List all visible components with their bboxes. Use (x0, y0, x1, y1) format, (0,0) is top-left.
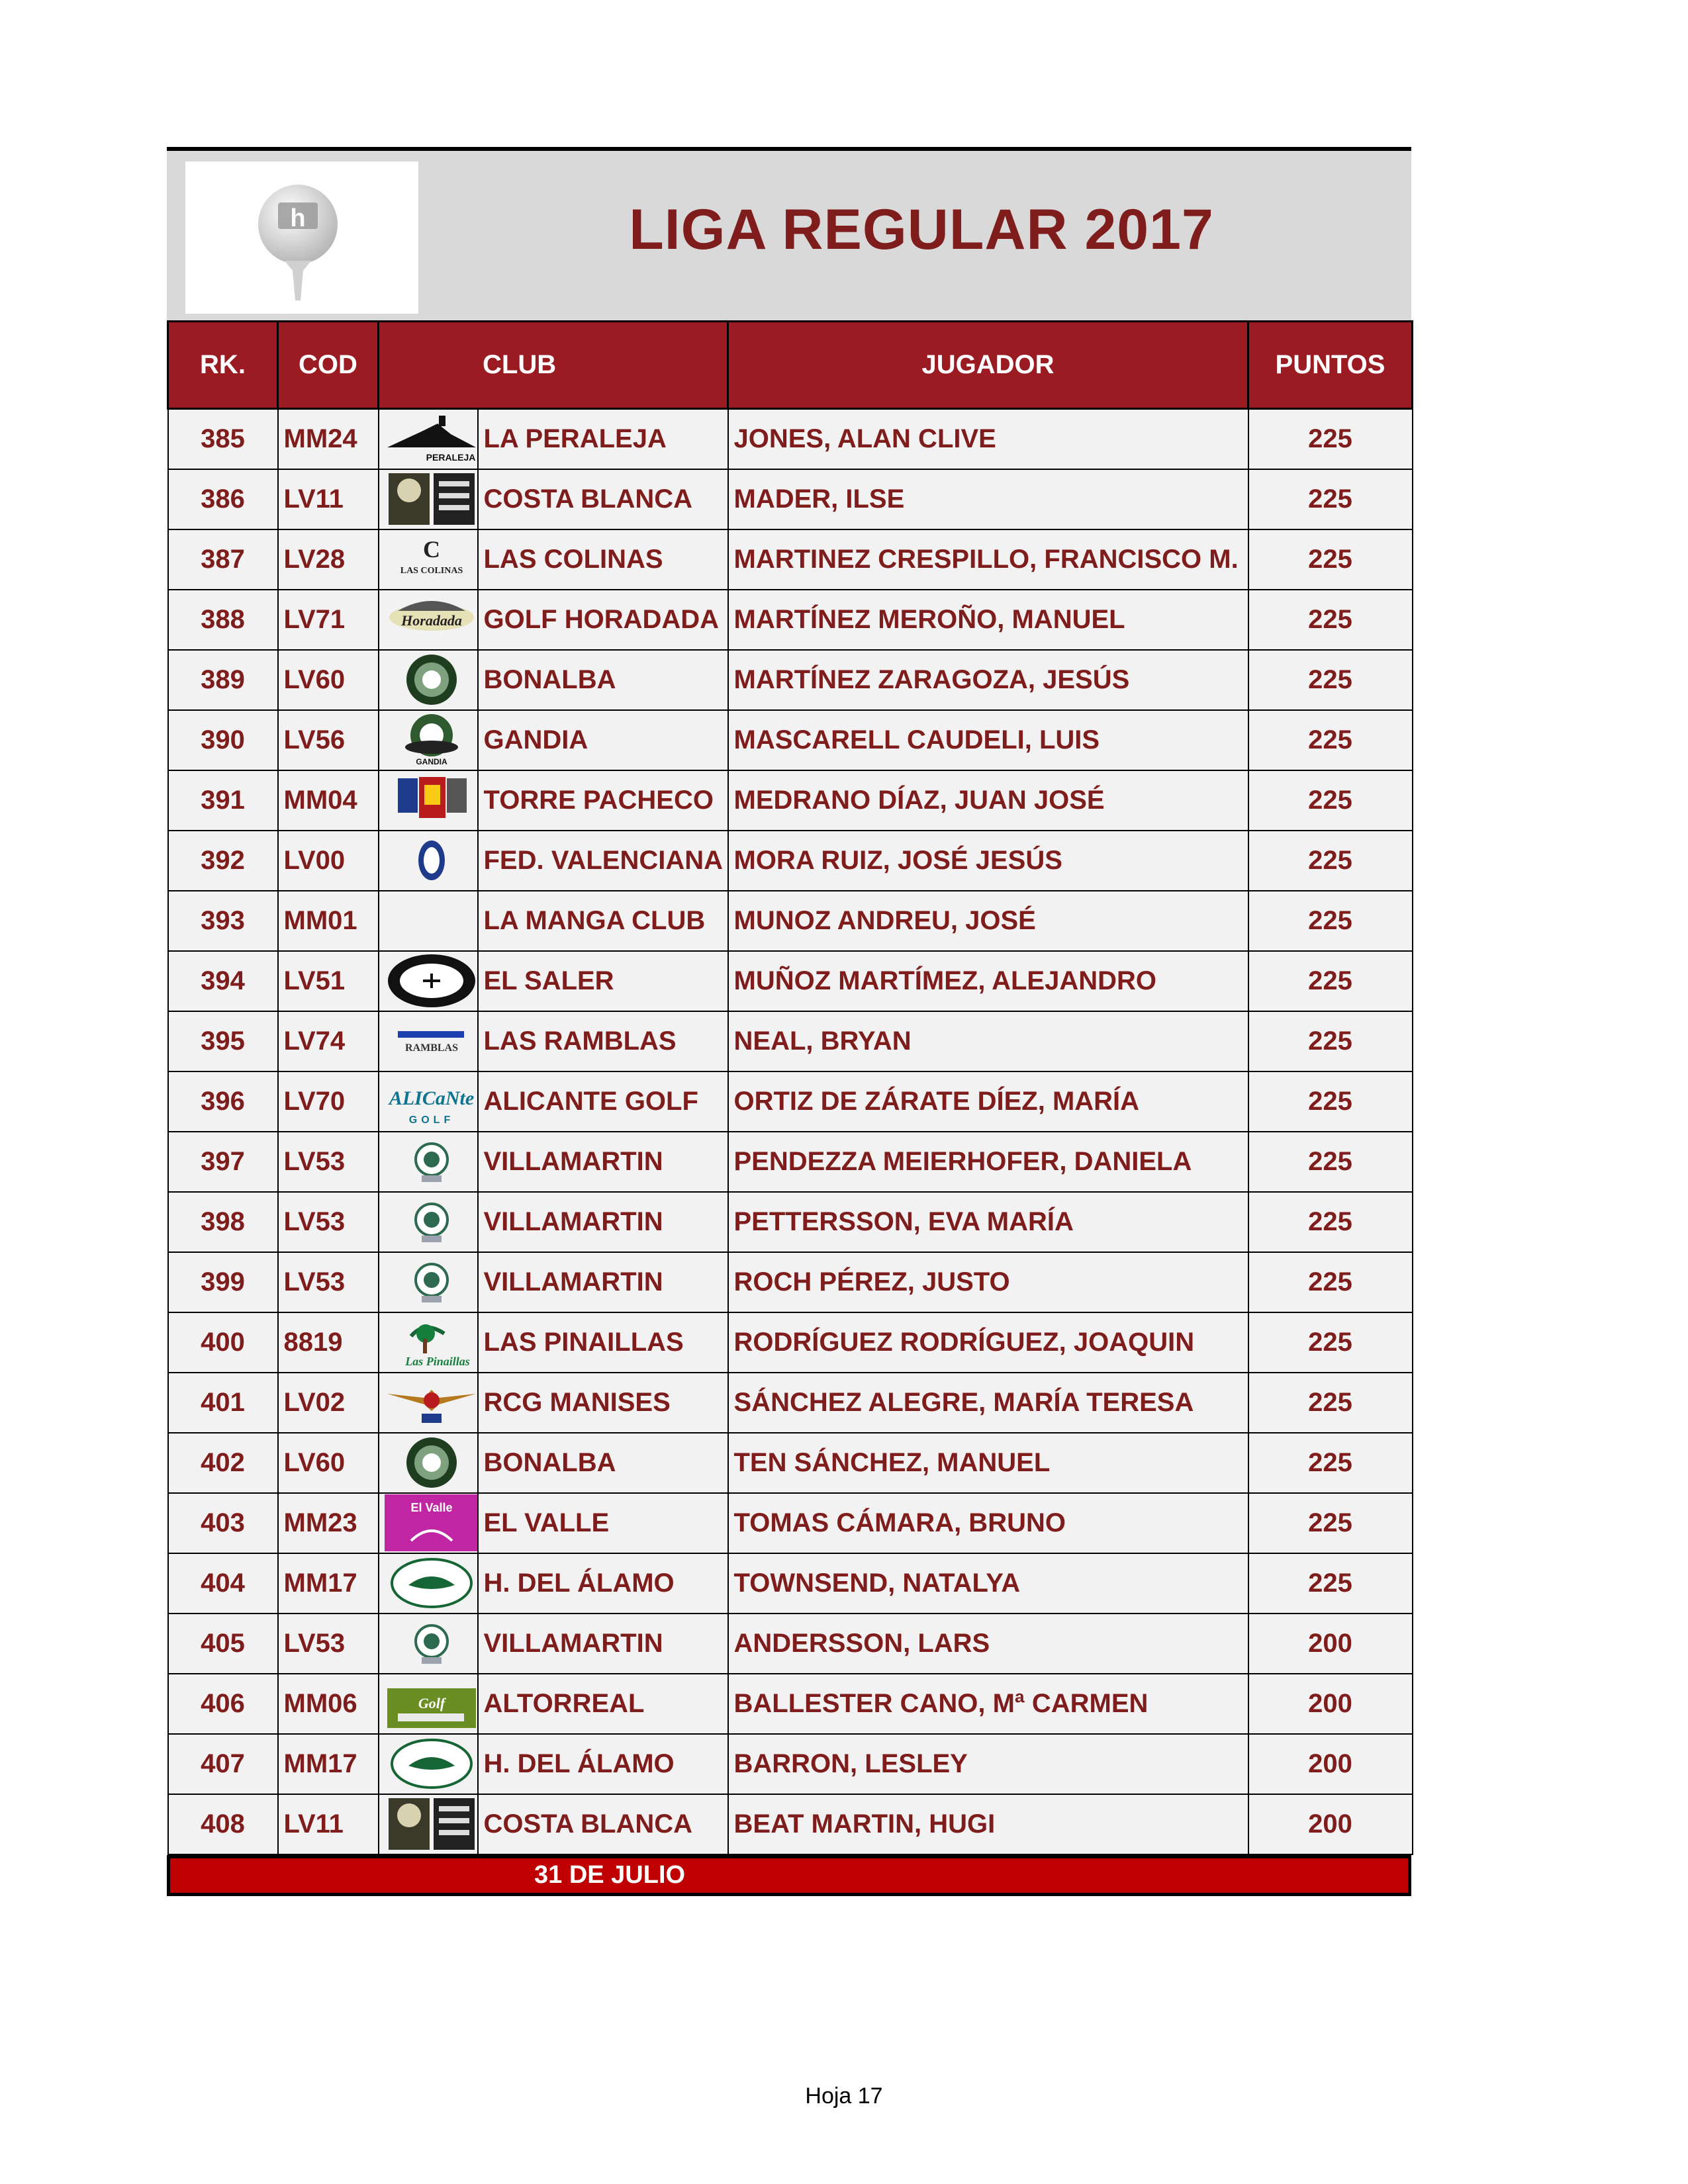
manises-logo-icon (385, 1374, 478, 1431)
club-cell: BONALBA (478, 650, 728, 710)
blank-logo (385, 892, 478, 949)
golf-ball-logo-icon (185, 161, 418, 314)
rank-cell: 388 (168, 590, 278, 650)
code-cell: LV02 (278, 1373, 379, 1433)
club-logo-cell (379, 1071, 478, 1132)
club-cell: RCG MANISES (478, 1373, 728, 1433)
las-ramblas-logo-icon (385, 1013, 478, 1069)
svg-text:RAMBLAS: RAMBLAS (404, 1042, 458, 1054)
club-cell: H. DEL ÁLAMO (478, 1553, 728, 1614)
table-row (168, 770, 1413, 831)
club-cell: TORRE PACHECO (478, 770, 728, 831)
horadada-logo-icon (385, 591, 478, 648)
hacienda-alamo-logo-icon (385, 1555, 478, 1612)
player-cell: JONES, ALAN CLIVE (728, 409, 1248, 469)
club-cell: EL VALLE (478, 1493, 728, 1553)
club-cell: VILLAMARTIN (478, 1132, 728, 1192)
rank-cell: 399 (168, 1252, 278, 1312)
table-row (168, 1071, 1413, 1132)
club-logo-cell (379, 1553, 478, 1614)
club-logo-cell (379, 1674, 478, 1734)
table-row (168, 891, 1413, 951)
table-row (168, 1192, 1413, 1252)
points-cell: 225 (1248, 1011, 1413, 1071)
rank-cell: 407 (168, 1734, 278, 1794)
points-cell: 225 (1248, 1252, 1413, 1312)
points-cell: 225 (1248, 891, 1413, 951)
villamartin-logo-icon (385, 1193, 478, 1250)
svg-text:h: h (290, 205, 306, 232)
altorreal-logo-icon (385, 1675, 478, 1732)
club-logo-cell (379, 1493, 478, 1553)
footer-date-bar (167, 1855, 1411, 1896)
table-row (168, 1493, 1413, 1553)
club-logo-cell (379, 831, 478, 891)
player-cell: TOMAS CÁMARA, BRUNO (728, 1493, 1248, 1553)
bonalba-logo-icon (385, 1434, 478, 1491)
svg-text:El Valle: El Valle (410, 1501, 453, 1514)
code-cell: MM24 (278, 409, 379, 469)
club-logo-cell (379, 1192, 478, 1252)
svg-text:GOLF: GOLF (408, 1115, 454, 1126)
table-row (168, 1252, 1413, 1312)
club-logo-cell (379, 469, 478, 529)
player-cell: MASCARELL CAUDELI, LUIS (728, 710, 1248, 770)
fed-valenciana-logo-icon (385, 832, 478, 889)
club-cell: LAS RAMBLAS (478, 1011, 728, 1071)
el-saler-logo-icon (385, 952, 478, 1009)
player-cell: NEAL, BRYAN (728, 1011, 1248, 1071)
player-cell: SÁNCHEZ ALEGRE, MARÍA TERESA (728, 1373, 1248, 1433)
points-cell: 225 (1248, 1373, 1413, 1433)
standings-sheet (167, 147, 1411, 1896)
table-row (168, 650, 1413, 710)
code-cell: LV53 (278, 1132, 379, 1192)
code-cell: LV11 (278, 1794, 379, 1854)
player-cell: ANDERSSON, LARS (728, 1614, 1248, 1674)
player-cell: TOWNSEND, NATALYA (728, 1553, 1248, 1614)
table-row (168, 1433, 1413, 1493)
las-pinaillas-logo-icon (385, 1314, 478, 1371)
svg-text:Horadada: Horadada (400, 612, 462, 629)
svg-text:ALICaNte: ALICaNte (389, 1087, 474, 1109)
rank-cell: 397 (168, 1132, 278, 1192)
player-cell: ORTIZ DE ZÁRATE DÍEZ, MARÍA (728, 1071, 1248, 1132)
points-cell: 225 (1248, 529, 1413, 590)
club-cell: ALICANTE GOLF (478, 1071, 728, 1132)
club-logo-cell (379, 409, 478, 469)
rank-cell: 387 (168, 529, 278, 590)
club-logo-cell (379, 1734, 478, 1794)
code-cell: LV00 (278, 831, 379, 891)
rank-cell: 391 (168, 770, 278, 831)
points-cell: 225 (1248, 409, 1413, 469)
table-row (168, 1614, 1413, 1674)
code-cell: MM01 (278, 891, 379, 951)
points-cell: 225 (1248, 770, 1413, 831)
code-cell: LV51 (278, 951, 379, 1011)
table-row (168, 1373, 1413, 1433)
gandia-logo-icon (385, 711, 478, 768)
code-cell: MM06 (278, 1674, 379, 1734)
club-cell: BONALBA (478, 1433, 728, 1493)
table-row (168, 590, 1413, 650)
player-cell: MARTÍNEZ ZARAGOZA, JESÚS (728, 650, 1248, 710)
club-logo-cell (379, 951, 478, 1011)
points-cell: 225 (1248, 1312, 1413, 1373)
points-cell: 225 (1248, 1132, 1413, 1192)
table-row (168, 831, 1413, 891)
code-cell: LV60 (278, 1433, 379, 1493)
column-header-rk: RK. (168, 322, 278, 409)
svg-text:LAS COLINAS: LAS COLINAS (400, 566, 463, 576)
rank-cell: 398 (168, 1192, 278, 1252)
club-cell: VILLAMARTIN (478, 1614, 728, 1674)
table-body (168, 409, 1413, 1854)
column-header-club: CLUB (379, 322, 728, 409)
club-cell: EL SALER (478, 951, 728, 1011)
svg-text:Las Pinaillas: Las Pinaillas (404, 1355, 470, 1368)
header-band (167, 147, 1411, 320)
rank-cell: 385 (168, 409, 278, 469)
rank-cell: 401 (168, 1373, 278, 1433)
club-logo-cell (379, 1614, 478, 1674)
player-cell: BEAT MARTIN, HUGI (728, 1794, 1248, 1854)
club-cell: GOLF HORADADA (478, 590, 728, 650)
svg-text:C: C (422, 536, 440, 563)
code-cell: LV56 (278, 710, 379, 770)
bonalba-logo-icon (385, 651, 478, 708)
player-cell: BARRON, LESLEY (728, 1734, 1248, 1794)
points-cell: 225 (1248, 1433, 1413, 1493)
page-title: LIGA REGULAR 2017 (629, 198, 1214, 261)
points-cell: 225 (1248, 650, 1413, 710)
villamartin-logo-icon (385, 1615, 478, 1672)
table-row (168, 1553, 1413, 1614)
code-cell: LV60 (278, 650, 379, 710)
points-cell: 200 (1248, 1794, 1413, 1854)
club-cell: LA PERALEJA (478, 409, 728, 469)
footer-date: 31 DE JULIO (534, 1860, 686, 1889)
club-cell: VILLAMARTIN (478, 1252, 728, 1312)
code-cell: LV74 (278, 1011, 379, 1071)
points-cell: 200 (1248, 1734, 1413, 1794)
club-logo-cell (379, 529, 478, 590)
player-cell: BALLESTER CANO, Mª CARMEN (728, 1674, 1248, 1734)
svg-text:PERALEJA: PERALEJA (426, 452, 475, 463)
player-cell: MEDRANO DÍAZ, JUAN JOSÉ (728, 770, 1248, 831)
table-row (168, 529, 1413, 590)
table-row (168, 1011, 1413, 1071)
code-cell: MM17 (278, 1553, 379, 1614)
rank-cell: 395 (168, 1011, 278, 1071)
table-row (168, 710, 1413, 770)
club-logo-cell (379, 1373, 478, 1433)
points-cell: 225 (1248, 1192, 1413, 1252)
table-row (168, 1794, 1413, 1854)
costa-blanca-logo-icon (385, 1796, 478, 1852)
club-logo-cell (379, 770, 478, 831)
club-cell: ALTORREAL (478, 1674, 728, 1734)
club-logo-cell (379, 650, 478, 710)
points-cell: 200 (1248, 1674, 1413, 1734)
code-cell: LV11 (278, 469, 379, 529)
rank-cell: 394 (168, 951, 278, 1011)
player-cell: MUNOZ ANDREU, JOSÉ (728, 891, 1248, 951)
code-cell: 8819 (278, 1312, 379, 1373)
player-cell: RODRÍGUEZ RODRÍGUEZ, JOAQUIN (728, 1312, 1248, 1373)
table-row (168, 951, 1413, 1011)
code-cell: LV53 (278, 1192, 379, 1252)
table-row (168, 1132, 1413, 1192)
player-cell: MARTÍNEZ MEROÑO, MANUEL (728, 590, 1248, 650)
table-row (168, 1312, 1413, 1373)
points-cell: 225 (1248, 1071, 1413, 1132)
points-cell: 225 (1248, 831, 1413, 891)
code-cell: MM23 (278, 1493, 379, 1553)
club-logo-cell (379, 1132, 478, 1192)
points-cell: 225 (1248, 469, 1413, 529)
peraleja-logo-icon (385, 410, 478, 467)
club-logo-cell (379, 1433, 478, 1493)
rank-cell: 392 (168, 831, 278, 891)
standings-table (167, 320, 1413, 1855)
code-cell: LV53 (278, 1614, 379, 1674)
points-cell: 225 (1248, 1493, 1413, 1553)
villamartin-logo-icon (385, 1253, 478, 1310)
club-logo-cell (379, 1011, 478, 1071)
points-cell: 225 (1248, 951, 1413, 1011)
club-cell: LA MANGA CLUB (478, 891, 728, 951)
svg-text:GANDIA: GANDIA (415, 757, 447, 766)
club-cell: COSTA BLANCA (478, 1794, 728, 1854)
player-cell: MUÑOZ MARTÍMEZ, ALEJANDRO (728, 951, 1248, 1011)
rank-cell: 403 (168, 1493, 278, 1553)
rank-cell: 386 (168, 469, 278, 529)
club-cell: VILLAMARTIN (478, 1192, 728, 1252)
player-cell: ROCH PÉREZ, JUSTO (728, 1252, 1248, 1312)
rank-cell: 389 (168, 650, 278, 710)
column-header-cod: COD (278, 322, 379, 409)
code-cell: MM17 (278, 1734, 379, 1794)
player-cell: MORA RUIZ, JOSÉ JESÚS (728, 831, 1248, 891)
column-header-jugador: JUGADOR (728, 322, 1248, 409)
club-logo-cell (379, 710, 478, 770)
alicante-golf-logo-icon (385, 1073, 478, 1130)
svg-text:Golf: Golf (418, 1695, 445, 1711)
rank-cell: 393 (168, 891, 278, 951)
costa-blanca-logo-icon (385, 471, 478, 527)
table-row (168, 409, 1413, 469)
club-logo-cell (379, 891, 478, 951)
club-cell: COSTA BLANCA (478, 469, 728, 529)
club-cell: LAS COLINAS (478, 529, 728, 590)
rank-cell: 390 (168, 710, 278, 770)
player-cell: TEN SÁNCHEZ, MANUEL (728, 1433, 1248, 1493)
rank-cell: 406 (168, 1674, 278, 1734)
torre-pacheco-logo-icon (385, 772, 478, 829)
points-cell: 200 (1248, 1614, 1413, 1674)
player-cell: PENDEZZA MEIERHOFER, DANIELA (728, 1132, 1248, 1192)
table-row (168, 1734, 1413, 1794)
player-cell: PETTERSSON, EVA MARÍA (728, 1192, 1248, 1252)
rank-cell: 405 (168, 1614, 278, 1674)
points-cell: 225 (1248, 590, 1413, 650)
table-header-row (168, 322, 1413, 409)
rank-cell: 402 (168, 1433, 278, 1493)
club-logo-cell (379, 1794, 478, 1854)
code-cell: LV71 (278, 590, 379, 650)
table-row (168, 1674, 1413, 1734)
club-cell: FED. VALENCIANA (478, 831, 728, 891)
las-colinas-logo-icon (385, 531, 478, 588)
rank-cell: 396 (168, 1071, 278, 1132)
club-cell: H. DEL ÁLAMO (478, 1734, 728, 1794)
column-header-puntos: PUNTOS (1248, 322, 1413, 409)
club-logo-cell (379, 590, 478, 650)
club-cell: GANDIA (478, 710, 728, 770)
club-logo-cell (379, 1252, 478, 1312)
code-cell: LV53 (278, 1252, 379, 1312)
player-cell: MARTINEZ CRESPILLO, FRANCISCO M. (728, 529, 1248, 590)
club-cell: LAS PINAILLAS (478, 1312, 728, 1373)
player-cell: MADER, ILSE (728, 469, 1248, 529)
page-label: Hoja 17 (805, 2083, 883, 2109)
code-cell: LV70 (278, 1071, 379, 1132)
code-cell: MM04 (278, 770, 379, 831)
rank-cell: 408 (168, 1794, 278, 1854)
points-cell: 225 (1248, 1553, 1413, 1614)
code-cell: LV28 (278, 529, 379, 590)
hacienda-alamo-logo-icon (385, 1735, 478, 1792)
el-valle-logo-icon (385, 1494, 478, 1551)
table-row (168, 469, 1413, 529)
rank-cell: 400 (168, 1312, 278, 1373)
club-logo-cell (379, 1312, 478, 1373)
points-cell: 225 (1248, 710, 1413, 770)
villamartin-logo-icon (385, 1133, 478, 1190)
rank-cell: 404 (168, 1553, 278, 1614)
